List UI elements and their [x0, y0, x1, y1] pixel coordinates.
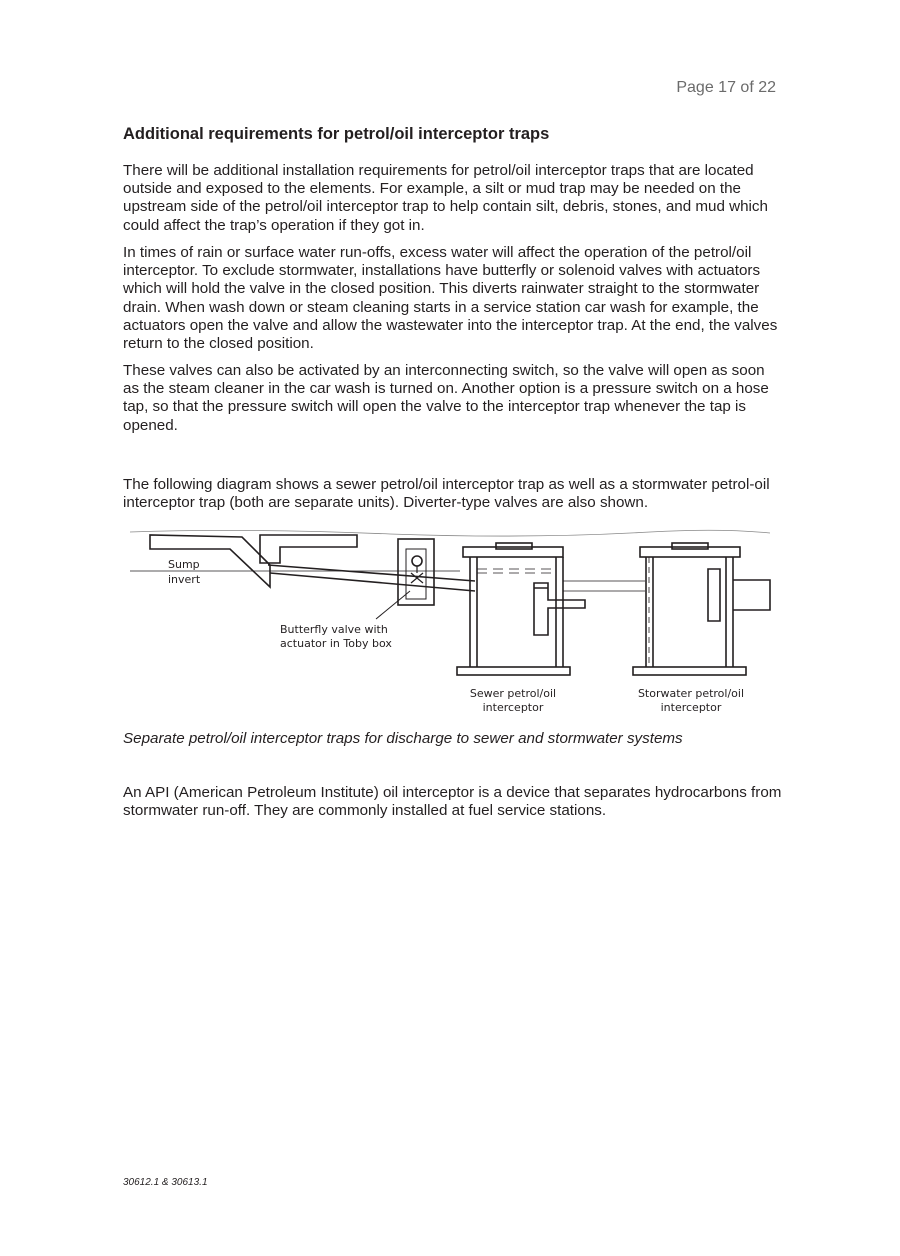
valve-label: Butterfly valve with [280, 623, 388, 636]
storm-outlet [708, 569, 770, 621]
ground-line [130, 530, 770, 536]
storm-base [633, 667, 746, 675]
actuator-icon [412, 556, 422, 566]
paragraph: These valves can also be activated by an interconnecting switch, so the valve will open as soon as the steam cleaner in the car wash is turned on. Another option is a pressure switch on a hose tap, so that the pressure switch will open the valve to the interceptor trap whenever the tap is opened. [123, 362, 769, 434]
sump-label: Sump [168, 558, 200, 571]
storm-label: Storwater petrol/oil [637, 687, 745, 700]
section-heading: Additional requirements for petrol/oil interceptor traps [123, 125, 550, 143]
storm-label: interceptor [660, 701, 722, 714]
sewer-label: interceptor [482, 701, 544, 714]
interceptor-diagram [130, 525, 775, 720]
paragraph: There will be additional installation requirements for petrol/oil interceptor traps that are located outside and exposed to the elements. For example, a silt or mud trap may be needed on the upstream side of the petrol/oil interceptor trap to help contain silt, debris, stones, and mud which could affect the trap’s operation if they got in. [123, 162, 768, 234]
sewer-label: Sewer petrol/oil [469, 687, 557, 700]
sump-label: invert [168, 573, 201, 586]
sewer-base [457, 667, 570, 675]
paragraph: In times of rain or surface water run-offs, excess water will affect the operation of the petrol/oil interceptor. To exclude stormwater, installations have butterfly or solenoid valves with actuators which will hold the valve in the closed position. This diverts rainwater straight to the stormwater drain. When wash down or steam cleaning starts in a service station car wash for example, the actuators open the valve and allow the wastewater into the interceptor trap. At the end, the valves return to the closed position. [123, 244, 778, 353]
inlet-pipe [268, 565, 475, 591]
paragraph: An API (American Petroleum Institute) oil interceptor is a device that separates hydrocarbons from stormwater run-off. They are commonly installed at fuel service stations. [123, 784, 782, 820]
footer-code: 30612.1 & 30613.1 [123, 1177, 208, 1188]
sewer-walls [470, 557, 563, 667]
sump-right [260, 535, 357, 563]
paragraph: The following diagram shows a sewer petrol/oil interceptor trap as well as a stormwater petrol-oil interceptor trap (both are separate units). Diverter-type valves are also shown. [123, 476, 770, 512]
page-number: Page 17 of 22 [676, 79, 776, 96]
diagram-caption: Separate petrol/oil interceptor traps for discharge to sewer and stormwater systems [123, 730, 683, 747]
valve-label: actuator in Toby box [280, 637, 392, 650]
